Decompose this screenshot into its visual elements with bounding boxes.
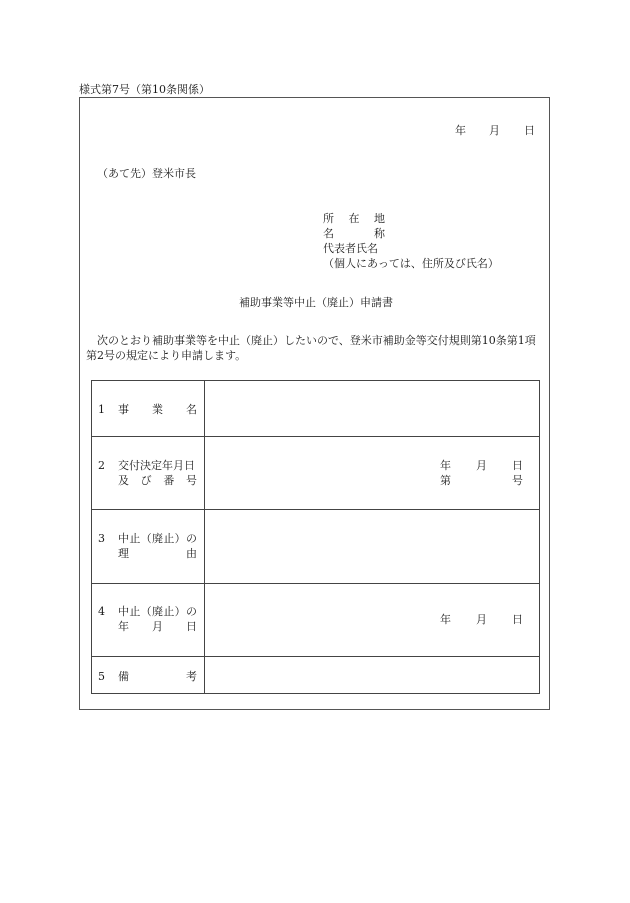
row4-month: 月 — [476, 613, 487, 626]
header-year: 年 — [455, 124, 466, 137]
row1-label: 事 業 名 — [118, 403, 197, 416]
row-divider-1 — [92, 436, 539, 437]
row-divider-4 — [92, 656, 539, 657]
row2-dai: 第 — [440, 474, 451, 487]
name-label: 名 称 — [323, 227, 385, 240]
form-number: 様式第7号（第10条関係） — [79, 83, 210, 96]
row4-year: 年 — [440, 613, 451, 626]
row-divider-2 — [92, 509, 539, 510]
row3-label-1: 中 止 （ 廃 止 ） の — [118, 532, 197, 545]
body-line-1: 次のとおり補助事業等を中止（廃止）したいので、登米市補助金等交付規則第10条第1項 — [97, 334, 536, 347]
row2-go: 号 — [512, 474, 523, 487]
row2-label-2: 及 び 番 号 — [118, 474, 197, 487]
row2-number: 2 — [98, 459, 105, 472]
row2-label-1: 交付決定年月日 — [118, 459, 195, 472]
row4-day: 日 — [512, 613, 523, 626]
row4-label-1: 中 止 （ 廃 止 ） の — [118, 605, 197, 618]
header-month: 月 — [489, 124, 500, 137]
body-line-2: 第2号の規定により申請します。 — [86, 349, 247, 362]
header-day: 日 — [524, 124, 535, 137]
individual-note: （個人にあっては、住所及び氏名） — [323, 257, 499, 270]
row2-day: 日 — [512, 459, 523, 472]
row4-number: 4 — [98, 605, 105, 618]
row4-label-2: 年 月 日 — [118, 620, 197, 633]
row2-month: 月 — [476, 459, 487, 472]
row-divider-3 — [92, 583, 539, 584]
table-column-divider — [204, 381, 205, 693]
application-table — [91, 380, 540, 694]
row3-number: 3 — [98, 532, 105, 545]
row5-number: 5 — [98, 670, 105, 683]
row2-year: 年 — [440, 459, 451, 472]
row5-label: 備 考 — [118, 670, 197, 683]
row3-label-2: 理 由 — [118, 547, 197, 560]
representative-label: 代表者氏名 — [323, 242, 378, 255]
document-title: 補助事業等中止（廃止）申請書 — [239, 296, 393, 309]
row1-number: 1 — [98, 403, 105, 416]
addressee: （あて先）登米市長 — [97, 167, 196, 180]
address-label: 所 在 地 — [323, 212, 385, 225]
